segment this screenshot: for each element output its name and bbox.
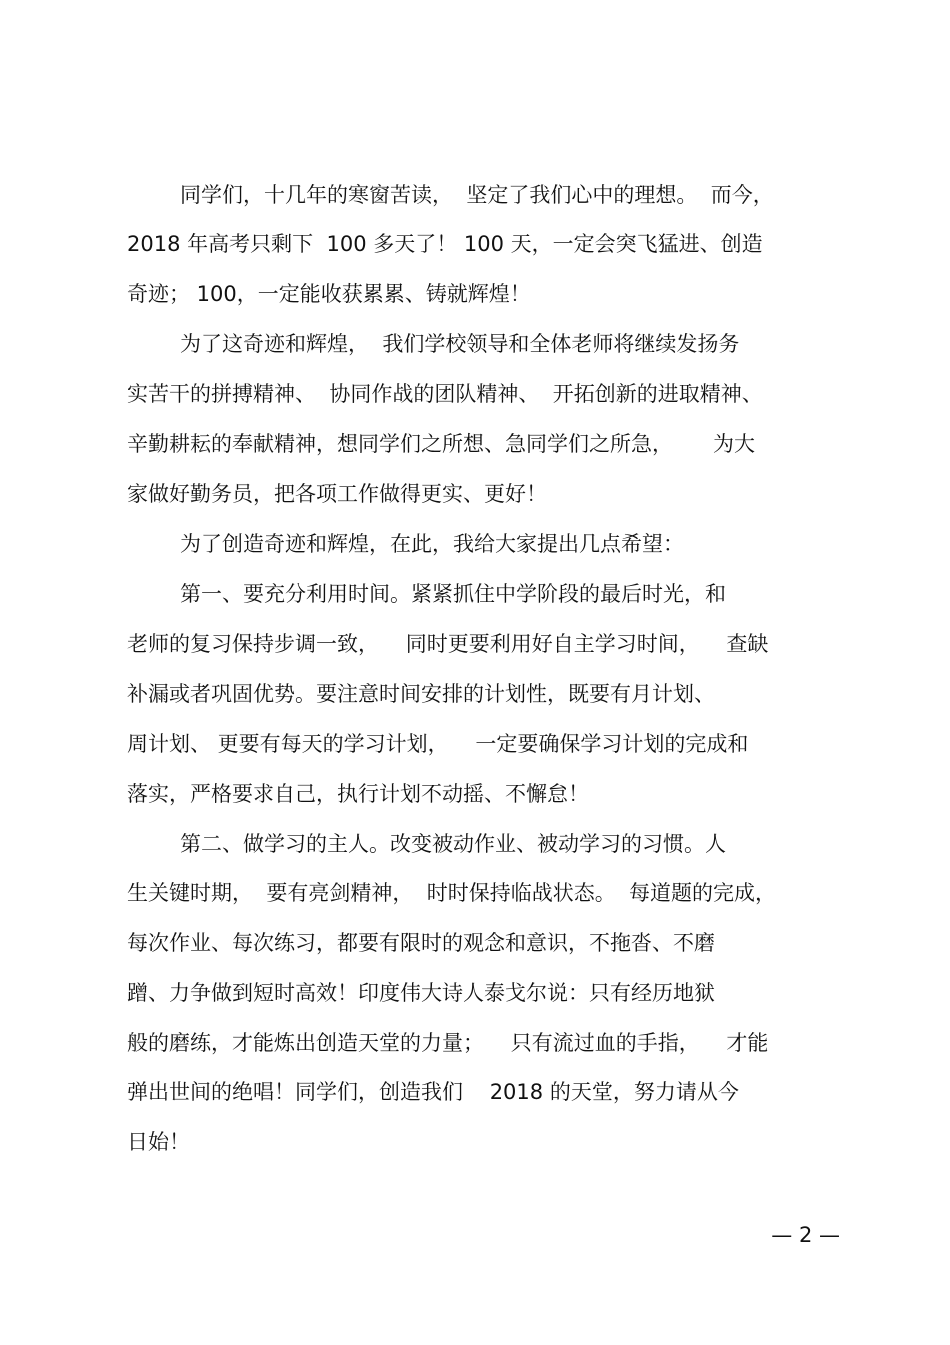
paragraph-4-line-5: 落实，严格要求自己，执行计划不动摇、不懈怠！ xyxy=(127,782,589,806)
paragraph-2-line-4: 家做好勤务员，把各项工作做得更实、更好！ xyxy=(127,482,547,506)
paragraph-4-line-1: 第一、要充分利用时间。紧紧抓住中学阶段的最后时光，和 xyxy=(180,582,726,606)
paragraph-5-line-2: 生关键时期， 要有亮剑精神， 时时保持临战状态。 每道题的完成， xyxy=(127,881,777,905)
page-number: — 2 — xyxy=(771,1223,840,1247)
paragraph-2-line-3: 辛勤耕耘的奉献精神，想同学们之所想、急同学们之所急， 为大 xyxy=(127,432,756,456)
paragraph-1-line-1: 同学们，十几年的寒窗苦读， 坚定了我们心中的理想。 而今， xyxy=(180,183,774,207)
paragraph-5-line-4: 蹭、力争做到短时高效！印度伟大诗人泰戈尔说：只有经历地狱 xyxy=(127,981,715,1005)
paragraph-1-line-2: 2018 年高考只剩下 100 多天了！ 100 天，一定会突飞猛进、创造 xyxy=(127,232,763,256)
paragraph-5-line-6: 弹出世间的绝唱！同学们，创造我们 2018 的天堂，努力请从今 xyxy=(127,1080,739,1104)
paragraph-4-line-4: 周计划、 更要有每天的学习计划， 一定要确保学习计划的完成和 xyxy=(127,732,749,756)
paragraph-5-line-5: 般的磨练，才能炼出创造天堂的力量； 只有流过血的手指， 才能 xyxy=(127,1031,769,1055)
paragraph-5-line-3: 每次作业、每次练习，都要有限时的观念和意识，不拖沓、不磨 xyxy=(127,931,715,955)
paragraph-2-line-2: 实苦干的拼搏精神、 协同作战的团队精神、 开拓创新的进取精神、 xyxy=(127,382,763,406)
paragraph-5-line-1: 第二、做学习的主人。改变被动作业、被动学习的习惯。人 xyxy=(180,832,726,856)
paragraph-5-line-7: 日始！ xyxy=(127,1130,190,1154)
paragraph-4-line-2: 老师的复习保持步调一致， 同时更要利用好自主学习时间， 查缺 xyxy=(127,632,769,656)
paragraph-4-line-3: 补漏或者巩固优势。要注意时间安排的计划性，既要有月计划、 xyxy=(127,682,715,706)
paragraph-1-line-3: 奇迹； 100，一定能收获累累、铸就辉煌！ xyxy=(127,282,531,306)
paragraph-3-line-1: 为了创造奇迹和辉煌，在此，我给大家提出几点希望： xyxy=(180,532,684,556)
paragraph-2-line-1: 为了这奇迹和辉煌， 我们学校领导和全体老师将继续发扬务 xyxy=(180,332,740,356)
